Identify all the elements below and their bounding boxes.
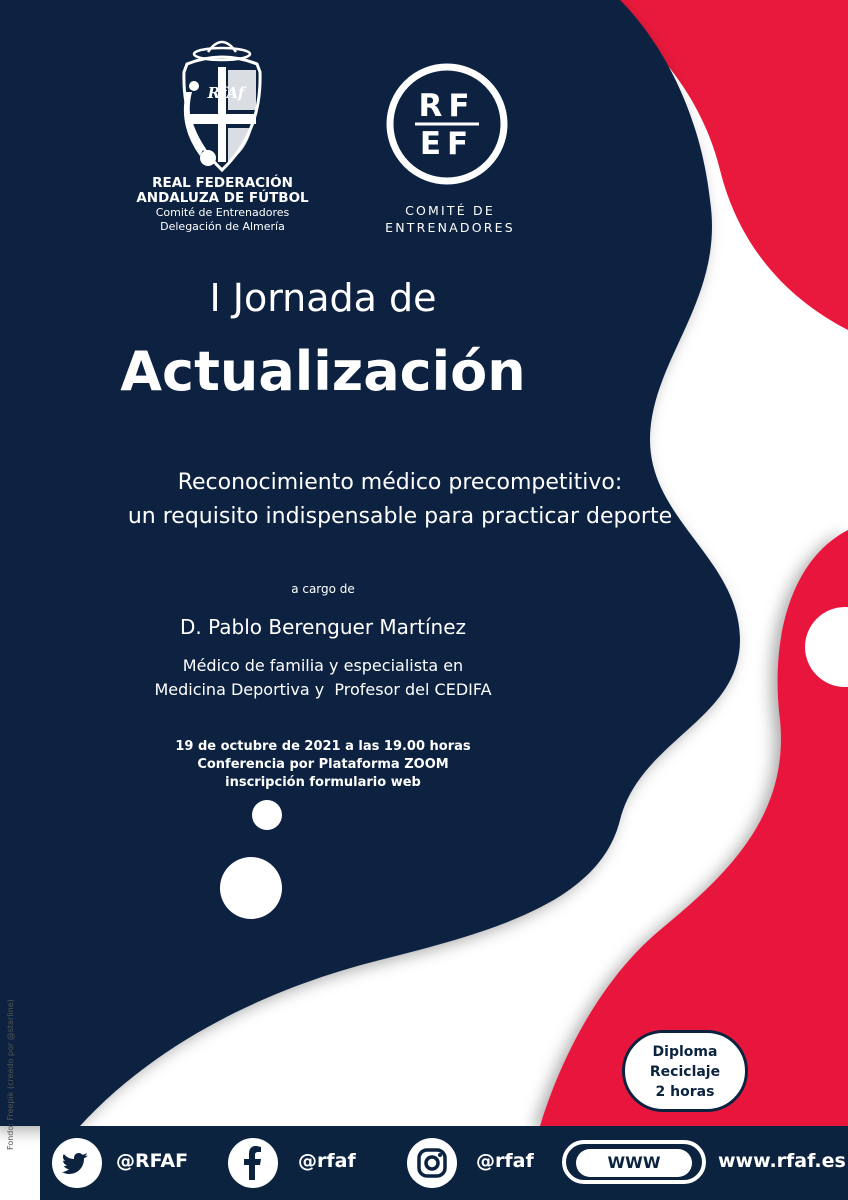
title-line2: Actualización [120, 340, 526, 403]
website-link[interactable]: www.rfaf.es [718, 1150, 846, 1172]
speaker-name: D. Pablo Berenguer Martínez [179, 615, 467, 639]
facebook-handle[interactable]: @rfaf [298, 1150, 356, 1172]
twitter-bird-icon[interactable] [52, 1138, 102, 1188]
rfaf-name-line2: ANDALUZA DE FÚTBOL [136, 190, 309, 206]
badge-line3: 2 horas [655, 1084, 715, 1100]
twitter-handle[interactable]: @RFAF [116, 1150, 189, 1172]
rfef-sub-line2: ENTRENADORES [385, 220, 515, 235]
badge-line2: Reciclaje [649, 1064, 721, 1080]
background-credit: Fondo: Freepik (creado por @starline) [6, 999, 15, 1150]
event-platform: Conferencia por Plataforma ZOOM [197, 757, 449, 772]
subtitle-line1: Reconocimiento médico precompetitivo: [177, 470, 623, 495]
event-registration: inscripción formulario web [225, 775, 421, 790]
rfaf-committee: Comité de Entrenadores [155, 206, 290, 219]
white-dot-large [220, 857, 282, 919]
rfef-logo [385, 62, 509, 186]
rfaf-delegation: Delegación de Almería [160, 220, 285, 233]
diploma-badge [622, 1030, 748, 1112]
rfef-sub-line1: COMITÉ DE [405, 203, 495, 218]
badge-line1: Diploma [652, 1044, 718, 1060]
speaker-role [0, 654, 646, 702]
rfaf-name-line1: REAL FEDERACIÓN [152, 175, 293, 191]
instagram-camera-icon[interactable] [407, 1138, 457, 1188]
talk-subtitle [0, 466, 800, 534]
subtitle-line2: un requisito indispensable para practicar deporte [127, 504, 673, 529]
white-dot-small [252, 800, 282, 830]
social-footer [40, 1126, 848, 1200]
facebook-f-icon[interactable] [228, 1138, 278, 1188]
event-details [0, 738, 646, 792]
www-label[interactable]: WWW [576, 1149, 692, 1177]
rfef-committee-text [360, 202, 540, 236]
by-label: a cargo de [291, 582, 355, 596]
role-line2: Medicina Deportiva y Profesor del CEDIFA [154, 680, 492, 699]
rfaf-logo-text [130, 176, 315, 234]
rfef-letters-bottom: EF [419, 126, 475, 162]
role-line1: Médico de familia y especialista en [182, 656, 464, 675]
title-line1: I Jornada de [209, 276, 437, 320]
event-date: 19 de octubre de 2021 a las 19.00 horas [175, 739, 471, 754]
rfaf-monogram: RfAf [207, 84, 245, 102]
instagram-handle[interactable]: @rfaf [476, 1150, 534, 1172]
rfef-letters-top: RF [418, 88, 476, 124]
